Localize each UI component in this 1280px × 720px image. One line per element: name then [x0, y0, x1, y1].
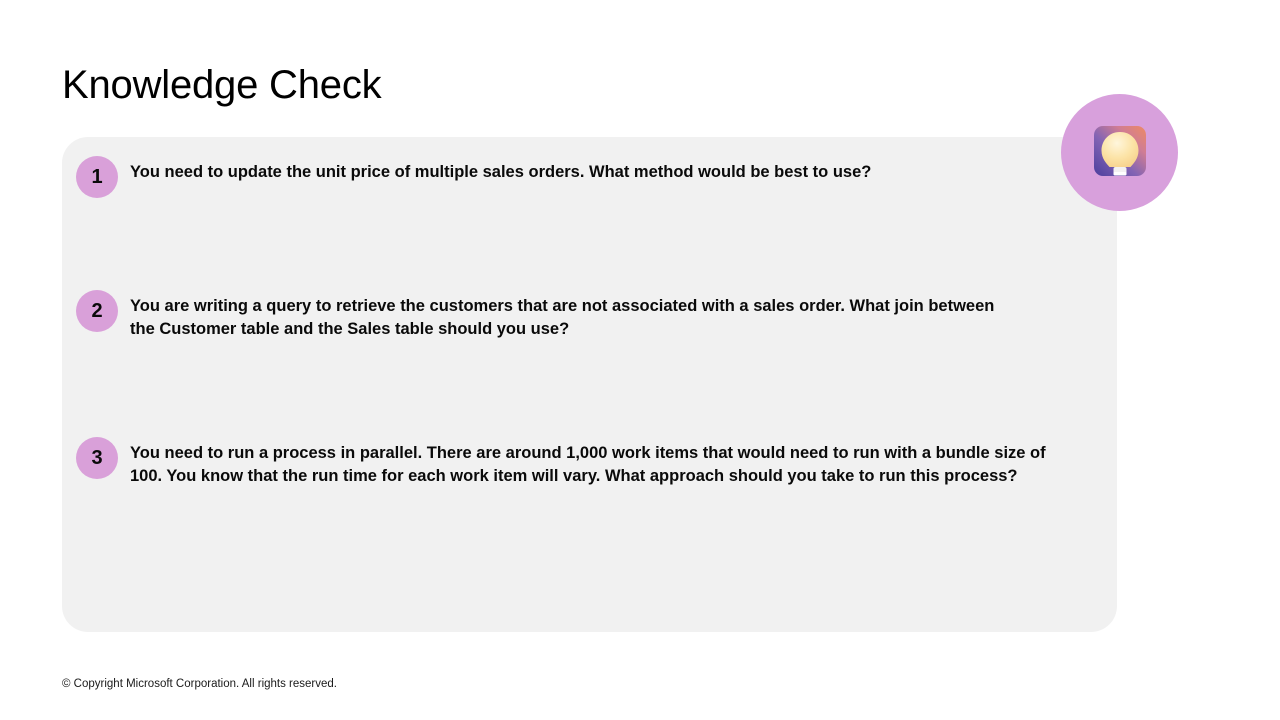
lightbulb-icon — [1089, 122, 1151, 184]
question-item — [76, 159, 1076, 198]
knowledge-check-card — [62, 137, 1117, 632]
question-number-badge: 3 — [76, 437, 118, 479]
question-text: You need to update the unit price of multiple sales orders. What method would be best to use? — [130, 163, 872, 181]
question-item — [76, 440, 1076, 488]
lightbulb-badge-circle — [1061, 94, 1178, 211]
page-title: Knowledge Check — [62, 63, 382, 107]
question-number-badge: 2 — [76, 290, 118, 332]
question-text: You are writing a query to retrieve the customers that are not associated with a sales order. What join between the Customer table and the Sales table should you use? — [130, 297, 995, 338]
question-item — [76, 293, 1076, 341]
question-number-badge: 1 — [76, 156, 118, 198]
footer-copyright: © Copyright Microsoft Corporation. All rights reserved. — [62, 678, 337, 690]
question-text: You need to run a process in parallel. There are around 1,000 work items that would need to run with a bundle size of 100. You know that the run time for each work item will vary. What approach should you take to run this process? — [130, 444, 1046, 485]
